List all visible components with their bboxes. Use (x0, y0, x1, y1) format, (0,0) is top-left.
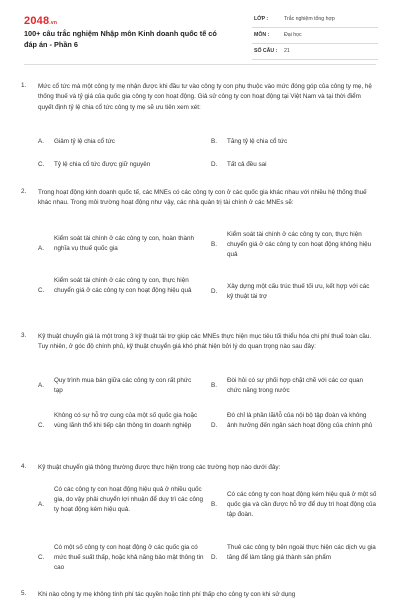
option-c[interactable] (38, 276, 208, 308)
option-a[interactable] (38, 485, 208, 527)
option-text: Kiểm soát tài chính ở các công ty con, hoàn thành nghĩa vụ thuế quốc gia (54, 235, 194, 253)
option-letter: B. (211, 501, 217, 508)
option-c[interactable] (38, 411, 208, 443)
page-header (0, 0, 400, 60)
option-a[interactable] (38, 234, 208, 266)
document-title: 100+ câu trắc nghiệm Nhập môn Kinh doanh quốc tế có đáp án - Phần 6 (24, 29, 217, 49)
question-number: 2. (21, 188, 27, 195)
option-letter: A. (38, 138, 44, 145)
option-b[interactable] (211, 230, 376, 262)
question-5 (18, 590, 380, 600)
option-letter: A. (38, 245, 44, 252)
option-letter: D. (211, 288, 218, 295)
question-number: 5. (21, 590, 27, 597)
option-text: Tất cả đều sai (227, 161, 267, 168)
option-letter: A. (38, 501, 44, 508)
meta-row-subject (252, 28, 378, 44)
header-divider (24, 64, 376, 65)
question-text: Mức cổ tức mà một công ty mẹ nhận được khi đầu tư vào công ty con phụ thuộc vào mức đóng góp của công ty mẹ, hệ thống thuế và tỷ giá của quốc gia công ty con hoạt động. Giả sử công ty con hoạt động tại Việt Nam và tại thời điểm quyết định tỷ lệ chia cổ tức công ty mẹ sẽ ưu tiên xem xét: (38, 83, 372, 111)
option-text: Kiểm soát tài chính ở các công ty con, thực hiện chuyển giá ở các công ty con hoạt động không hiệu quả (227, 231, 372, 259)
option-letter: B. (211, 241, 217, 248)
option-text: Kiểm soát tài chính ở các công ty con, thực hiện chuyển giá ở các công ty con hoạt động hiệu quả (54, 277, 192, 295)
option-text: Đó chỉ là phần lãi/lỗ của nội bộ tập đoàn và không ảnh hưởng đến ngân sách hoạt động của chính phủ (227, 412, 373, 430)
meta-key: LỚP : (254, 16, 269, 22)
option-text: Tăng tỷ lệ chia cổ tức (227, 138, 288, 145)
meta-info-table (252, 12, 378, 60)
option-letter: C. (38, 422, 45, 429)
option-letter: B. (211, 138, 217, 145)
question-text: Kỹ thuật chuyển giá là một trong 3 kỹ thuật tài trợ giúp các MNEs thực hiện mục tiêu tối thiểu hóa chi phí thuế toàn cầu. Tuy nhiên, ở góc độ chính phủ, kỹ thuật chuyển giá khó phát hiện bởi lý do quan trọng nào sau đây: (38, 333, 372, 351)
logo-text: 2048 (24, 15, 50, 27)
meta-value: Trắc nghiệm tổng hợp (284, 16, 335, 22)
option-text: Không có sự hỗ trợ cung của một số quốc gia hoặc vùng lãnh thổ khi tiếp cận thông tin doanh nghiệp (54, 412, 198, 430)
question-number: 1. (21, 82, 27, 89)
option-letter: C. (38, 287, 45, 294)
option-text: Quy trình mua bán giữa các công ty con rất phức tạp (54, 377, 192, 395)
option-a[interactable] (38, 376, 208, 400)
option-b[interactable] (211, 376, 376, 400)
option-text: Có một số công ty con hoạt động ở các quốc gia có mức thuế suất thấp, hoặc khả năng bảo mật thông tin cao (54, 544, 204, 572)
option-d[interactable] (211, 411, 376, 443)
option-text: Xây dựng một cấu trúc thuế tối ưu, kết hợp với các kỹ thuật tài trợ (227, 283, 370, 301)
logo-suffix: .vn (49, 20, 58, 26)
option-d[interactable] (211, 543, 376, 575)
option-text: Tỷ lệ chia cổ tức được giữ nguyên (54, 161, 151, 168)
meta-key: MÔN : (254, 32, 270, 38)
meta-value: Đại học (284, 32, 302, 38)
option-letter: D. (211, 554, 218, 561)
option-letter: D. (211, 161, 218, 168)
option-letter: B. (211, 382, 217, 389)
meta-key: SỐ CÂU : (254, 48, 278, 54)
option-text: Thuê các công ty bên ngoài thực hiện các dịch vụ gia tăng để làm tăng giá thành sản phẩm (227, 544, 376, 562)
question-text: Trong hoạt động kinh doanh quốc tế, các MNEs có các công ty con ở các quốc gia khác nhau với nhiều hệ thống thuế khác nhau. Trong môi trường hoạt động như vậy, các nhà quản trị tài chính ở các MNEs sẽ: (38, 189, 367, 207)
option-text: Có các công ty con hoạt động hiệu quả ở nhiều quốc gia, do vậy phải chuyển lợi nhuận để duy trì các công ty hoạt động kém hiệu quả. (54, 486, 204, 514)
question-number: 3. (21, 332, 27, 339)
option-b[interactable] (211, 490, 376, 522)
meta-value: 21 (284, 48, 290, 54)
option-letter: A. (38, 382, 44, 389)
option-text: Giảm tỷ lệ chia cổ tức (54, 138, 115, 145)
site-logo[interactable] (24, 15, 57, 27)
question-text: Khi nào công ty mẹ không tính phí tác quyền hoặc tính phí thấp cho công ty con khi sử dụng (38, 591, 296, 598)
question-number: 4. (21, 463, 27, 470)
option-d[interactable] (211, 282, 376, 314)
option-letter: C. (38, 161, 45, 168)
option-text: Đòi hỏi có sự phối hợp chặt chẽ với các cơ quan chức năng trong nước (227, 377, 363, 395)
option-letter: C. (38, 554, 45, 561)
meta-row-class (252, 12, 378, 28)
option-letter: D. (211, 422, 218, 429)
option-c[interactable] (38, 543, 208, 575)
meta-row-count (252, 44, 378, 60)
question-text: Kỹ thuật chuyển giá thông thường được thực hiện trong các trường hợp nào dưới đây: (38, 464, 281, 471)
option-text: Có các công ty con hoạt động kém hiệu quả ở một số quốc gia và cần được hỗ trợ để duy trì hoạt động của tập đoàn. (227, 491, 377, 519)
